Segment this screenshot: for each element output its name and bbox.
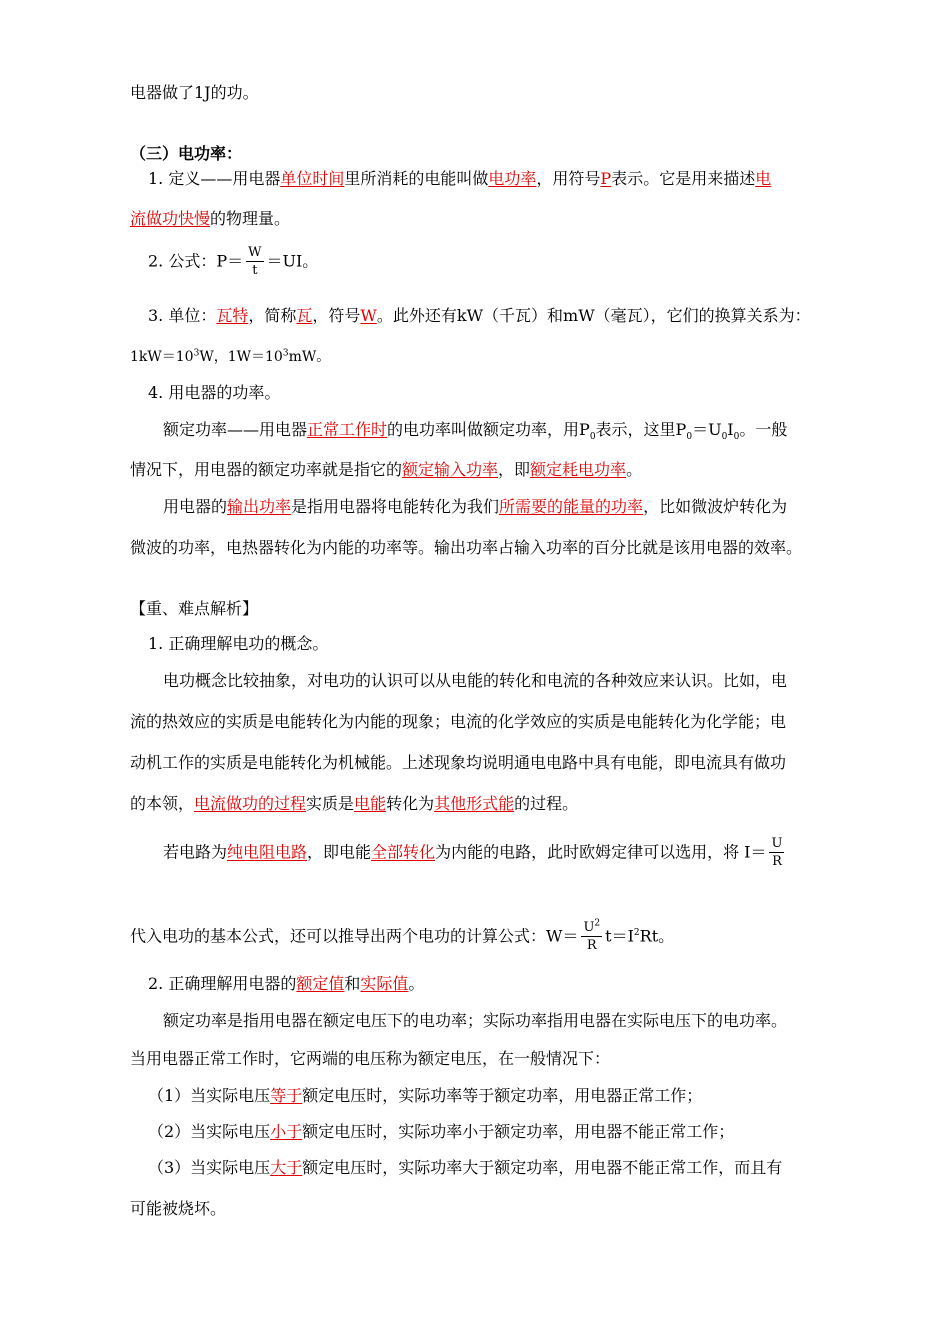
text: 额定功率是指用电器在额定电压下的电功率；实际功率指用电器在实际电压下的电功率。 [163, 1011, 788, 1030]
text: 额定功率——用电器 [163, 420, 308, 439]
text: 里所消耗的电能叫做 [344, 169, 489, 188]
text: 3. 单位： [148, 306, 217, 325]
key-term: 电流做功的过程 [194, 794, 307, 813]
text: 。 [626, 460, 643, 479]
text: 电器做了1J的功。 [130, 83, 259, 102]
fraction [769, 837, 784, 869]
paragraph-line [130, 711, 786, 733]
paragraph-line [130, 537, 802, 559]
key-term: P [600, 169, 612, 188]
paragraph-line [130, 793, 578, 815]
unit-line [148, 305, 811, 327]
fraction [246, 246, 263, 278]
list-item [148, 1157, 782, 1179]
numerator: U [771, 836, 783, 851]
text: 流的热效应的实质是电能转化为内能的现象；电流的化学效应的实质是电能转化为化学能；电 [130, 712, 787, 731]
key-term: 额定值 [296, 974, 345, 993]
text: Rt。 [639, 926, 675, 946]
text: 。此外还有kW（千瓦）和mW（毫瓦），它们的换算关系为： [376, 306, 811, 325]
key-term: 纯电阻电路 [227, 842, 308, 862]
text: ，即 [498, 460, 531, 479]
denominator: t [252, 263, 258, 278]
key-term: 大于 [270, 1158, 303, 1177]
text: t＝I [605, 926, 634, 946]
denominator: R [772, 854, 782, 869]
text: 代入电功的基本公式，还可以推导出两个电功的计算公式：W＝ [130, 926, 579, 946]
definition-line [148, 168, 771, 190]
key-term: 正常工作时 [307, 420, 388, 439]
text: 和 [344, 974, 361, 993]
text-line [148, 973, 424, 995]
text: 表示，这里P [595, 420, 687, 439]
key-term: 输出功率 [227, 497, 292, 516]
text: ，用符号 [536, 169, 601, 188]
text: 2. 公式：P＝ [148, 251, 244, 271]
subscript: 0 [686, 432, 693, 443]
text: 当用电器正常工作时，它两端的电压称为额定电压，在一般情况下： [130, 1049, 611, 1068]
text: 表示。它是用来描述 [611, 169, 756, 188]
paragraph-line [163, 1010, 787, 1032]
text: （3）当实际电压 [148, 1158, 271, 1177]
superscript: 3 [282, 348, 289, 359]
text: 额定电压时，实际功率大于额定功率，用电器不能正常工作，而且有 [302, 1158, 783, 1177]
key-term: 电 [755, 169, 772, 188]
numerator: W [248, 245, 262, 260]
text: 用电器的 [163, 497, 228, 516]
text: 。一般 [739, 420, 788, 439]
text: （1）当实际电压 [148, 1086, 271, 1105]
text: 情况下，用电器的额定功率就是指它的 [130, 460, 403, 479]
text: ，即电能 [307, 842, 372, 862]
list-item [148, 1121, 734, 1143]
paragraph-line [130, 459, 642, 481]
key-term: 流做功快慢 [130, 209, 211, 228]
section-heading [130, 598, 258, 620]
paragraph-line [163, 837, 787, 869]
text-line [130, 82, 259, 104]
text: 1. 正确理解电功的概念。 [148, 634, 329, 653]
text: 2. 正确理解用电器的 [148, 974, 297, 993]
text: 为内能的电路，此时欧姆定律可以选用，将 I＝ [435, 842, 767, 862]
text: ，符号 [312, 306, 361, 325]
text: 若电路为 [163, 842, 228, 862]
text: 可能被烧坏。 [130, 1199, 227, 1218]
subscript: 0 [721, 432, 728, 443]
key-term: 等于 [270, 1086, 303, 1105]
paragraph-line [130, 1048, 610, 1070]
numerator [581, 918, 602, 937]
superscript: 2 [594, 918, 601, 929]
text-line [148, 633, 328, 655]
text: 实质是 [306, 794, 355, 813]
superscript: 2 [633, 928, 640, 939]
text: I [727, 420, 734, 439]
text: 的电功率叫做额定功率，用P [387, 420, 590, 439]
key-term: 实际值 [360, 974, 409, 993]
section-heading [130, 143, 242, 165]
text: 4. 用电器的功率。 [148, 383, 281, 402]
unit-line [130, 346, 330, 368]
key-term: 瓦特 [216, 306, 249, 325]
text: 的本领， [130, 794, 195, 813]
text: 1kW＝10 [130, 349, 194, 365]
heading-text: （三）电功率： [130, 144, 243, 163]
list-item [130, 1198, 226, 1220]
key-term: 额定输入功率 [402, 460, 499, 479]
key-term: 其他形式能 [434, 794, 515, 813]
subscript: 0 [589, 432, 596, 443]
list-item [148, 1085, 702, 1107]
definition-line [130, 208, 290, 230]
text: ＝UI。 [266, 251, 319, 271]
paragraph-line [130, 752, 786, 774]
paragraph-line [163, 496, 787, 518]
key-term: W [360, 306, 377, 325]
fraction [581, 918, 602, 953]
text: 动机工作的实质是电能转化为机械能。上述现象均说明通电电路中具有电能，即电流具有做功 [130, 753, 787, 772]
subscript: 0 [733, 432, 740, 443]
paragraph-line [163, 670, 787, 692]
key-term: 额定耗电功率 [530, 460, 627, 479]
text: 是指用电器将电能转化为我们 [291, 497, 500, 516]
text: ，比如微波炉转化为 [643, 497, 788, 516]
text: 电功概念比较抽象，对电功的认识可以从电能的转化和电流的各种效应来认识。比如，电 [163, 671, 788, 690]
key-term: 所需要的能量的功率 [499, 497, 644, 516]
text: W，1W＝10 [199, 349, 283, 365]
key-term: 电功率 [488, 169, 537, 188]
key-term: 小于 [270, 1122, 303, 1141]
key-term: 电能 [354, 794, 387, 813]
text: 1. 定义——用电器 [148, 169, 281, 188]
formula-line [148, 246, 318, 278]
text: 额定电压时，实际功率等于额定功率，用电器正常工作； [302, 1086, 703, 1105]
key-term: 全部转化 [371, 842, 436, 862]
heading-text: 【重、难点解析】 [130, 599, 259, 618]
formula-line [130, 918, 675, 953]
text: （2）当实际电压 [148, 1122, 271, 1141]
text: mW。 [288, 349, 331, 365]
text: 微波的功率，电热器转化为内能的功率等。输出功率占输入功率的百分比就是该用电器的效率。 [130, 538, 803, 557]
denominator: R [586, 938, 597, 953]
text: U [583, 920, 595, 935]
text: 的过程。 [514, 794, 579, 813]
text: ＝U [692, 420, 722, 439]
text-line [148, 382, 280, 404]
key-term: 瓦 [296, 306, 313, 325]
text: 的物理量。 [210, 209, 291, 228]
key-term: 单位时间 [280, 169, 345, 188]
paragraph-line [163, 419, 787, 441]
text: 额定电压时，实际功率小于额定功率，用电器不能正常工作； [302, 1122, 735, 1141]
superscript: 3 [193, 348, 200, 359]
text: 。 [408, 974, 425, 993]
text: 转化为 [386, 794, 435, 813]
text: ，简称 [248, 306, 297, 325]
